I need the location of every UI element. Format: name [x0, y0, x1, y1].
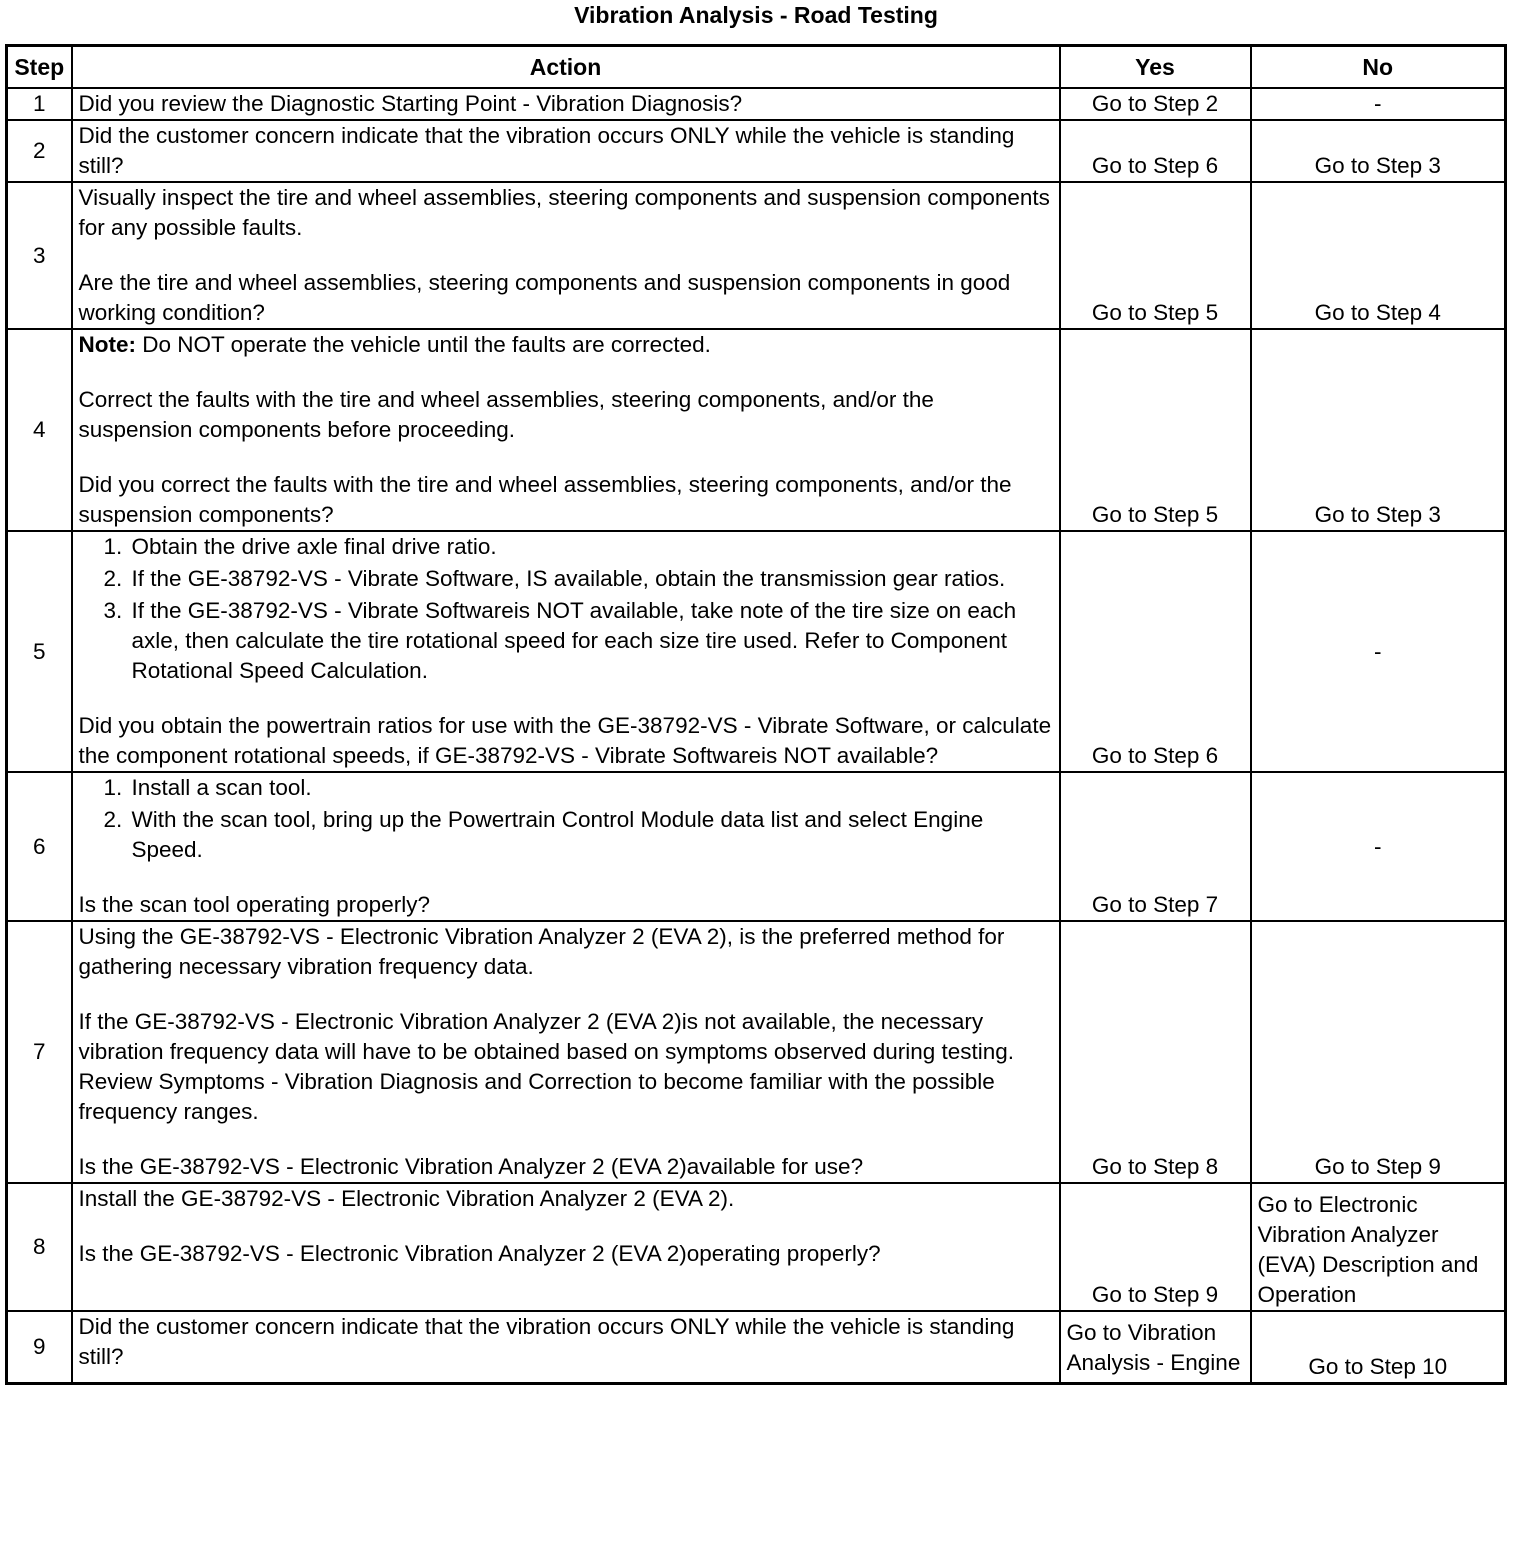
action-text: If the GE-38792-VS - Electronic Vibration Analyzer 2 (EVA 2)is not available, the necessary vibration frequency data will have to be obtained based on symptoms observed during testing. Review Symptoms - Vibration Diagnosis and Correction to become familiar with the possible frequency ranges.	[78, 1009, 1015, 1124]
list-item: 1. Obtain the drive axle final drive ratio.	[129, 532, 1053, 562]
list-item: 2. If the GE-38792-VS - Vibrate Software, IS available, obtain the transmission gear ratios.	[129, 564, 1053, 594]
action-cell	[72, 921, 1060, 1183]
yes-cell: Go to Step 2	[1060, 88, 1251, 120]
action-cell	[72, 772, 1060, 921]
action-question: Did you obtain the powertrain ratios for use with the GE-38792-VS - Vibrate Software, or calculate the component rotational speeds, if GE-38792-VS - Vibrate Softwareis NOT available?	[78, 713, 1052, 768]
step-number: 4	[7, 329, 72, 531]
yes-cell: Go to Step 5	[1060, 182, 1251, 329]
table-header-row	[7, 46, 1506, 89]
header-step: Step	[7, 46, 72, 89]
no-cell: Go to Electronic Vibration Analyzer (EVA) Description and Operation	[1251, 1183, 1506, 1311]
action-cell	[72, 120, 1060, 182]
action-question: Are the tire and wheel assemblies, steering components and suspension components in good working condition?	[78, 270, 1011, 325]
yes-cell: Go to Step 7	[1060, 772, 1251, 921]
diagnostic-table	[5, 44, 1507, 1385]
step-number: 1	[7, 88, 72, 120]
table-row	[7, 88, 1506, 120]
action-text: Visually inspect the tire and wheel assemblies, steering components and suspension components for any possible faults.	[78, 185, 1050, 240]
action-cell	[72, 531, 1060, 772]
action-text: Install the GE-38792-VS - Electronic Vibration Analyzer 2 (EVA 2).	[78, 1186, 735, 1211]
table-row	[7, 1183, 1506, 1311]
no-cell: -	[1251, 772, 1506, 921]
action-question: Did you correct the faults with the tire and wheel assemblies, steering components, and/or the suspension components?	[78, 472, 1012, 527]
action-text: Did the customer concern indicate that the vibration occurs ONLY while the vehicle is standing still?	[78, 1314, 1015, 1369]
note-text: Do NOT operate the vehicle until the faults are corrected.	[136, 332, 711, 357]
no-cell: Go to Step 3	[1251, 120, 1506, 182]
no-cell: Go to Step 10	[1251, 1311, 1506, 1384]
yes-cell: Go to Step 6	[1060, 531, 1251, 772]
note-label: Note:	[78, 332, 136, 357]
table-row	[7, 120, 1506, 182]
yes-cell: Go to Step 6	[1060, 120, 1251, 182]
note	[79, 330, 1053, 360]
step-number: 9	[7, 1311, 72, 1384]
header-no: No	[1251, 46, 1506, 89]
table-row	[7, 531, 1506, 772]
list-item: 2. With the scan tool, bring up the Powertrain Control Module data list and select Engine Speed.	[129, 805, 1053, 865]
step-number: 6	[7, 772, 72, 921]
step-number: 3	[7, 182, 72, 329]
action-steps-list	[79, 773, 1053, 865]
action-text: Did you review the Diagnostic Starting Point - Vibration Diagnosis?	[78, 91, 743, 116]
table-row	[7, 921, 1506, 1183]
action-cell	[72, 182, 1060, 329]
step-number: 7	[7, 921, 72, 1183]
action-cell	[72, 1183, 1060, 1311]
step-number: 5	[7, 531, 72, 772]
header-yes: Yes	[1060, 46, 1251, 89]
table-row	[7, 329, 1506, 531]
no-cell: -	[1251, 531, 1506, 772]
action-text: Using the GE-38792-VS - Electronic Vibration Analyzer 2 (EVA 2), is the preferred method for gathering necessary vibration frequency data.	[78, 924, 1005, 979]
no-cell: Go to Step 3	[1251, 329, 1506, 531]
step-number: 2	[7, 120, 72, 182]
page-title: Vibration Analysis - Road Testing	[574, 2, 938, 28]
action-cell	[72, 1311, 1060, 1384]
action-cell	[72, 88, 1060, 120]
table-row	[7, 772, 1506, 921]
action-question: Is the GE-38792-VS - Electronic Vibration Analyzer 2 (EVA 2)operating properly?	[78, 1241, 881, 1266]
no-cell: -	[1251, 88, 1506, 120]
action-steps-list	[79, 532, 1053, 686]
no-cell: Go to Step 4	[1251, 182, 1506, 329]
table-row	[7, 1311, 1506, 1384]
action-text: Did the customer concern indicate that the vibration occurs ONLY while the vehicle is standing still?	[78, 123, 1015, 178]
table-row	[7, 182, 1506, 329]
list-item: 1. Install a scan tool.	[129, 773, 1053, 803]
yes-cell: Go to Vibration Analysis - Engine	[1060, 1311, 1251, 1384]
step-number: 8	[7, 1183, 72, 1311]
yes-cell: Go to Step 8	[1060, 921, 1251, 1183]
no-cell: Go to Step 9	[1251, 921, 1506, 1183]
header-action: Action	[72, 46, 1060, 89]
action-cell	[72, 329, 1060, 531]
yes-cell: Go to Step 5	[1060, 329, 1251, 531]
list-item: 3. If the GE-38792-VS - Vibrate Softwareis NOT available, take note of the tire size on each axle, then calculate the tire rotational speed for each size tire used. Refer to Component Rotational Speed Calculation.	[129, 596, 1053, 686]
action-question: Is the scan tool operating properly?	[78, 892, 430, 917]
action-text: Correct the faults with the tire and wheel assemblies, steering components, and/or the suspension components before proceeding.	[78, 387, 934, 442]
yes-cell: Go to Step 9	[1060, 1183, 1251, 1311]
action-question: Is the GE-38792-VS - Electronic Vibration Analyzer 2 (EVA 2)available for use?	[78, 1154, 864, 1179]
